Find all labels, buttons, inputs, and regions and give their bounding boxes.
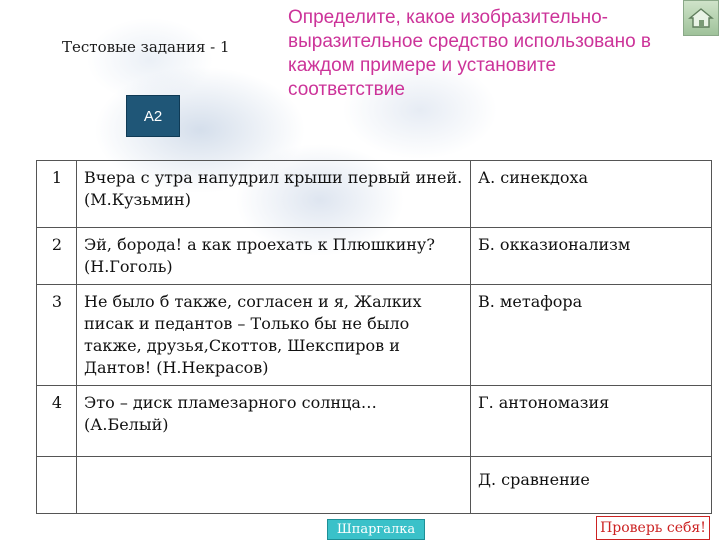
row-number [37, 457, 77, 514]
answer-cell: Б. окказионализм [471, 228, 712, 285]
example-cell: Не было б также, согласен и я, Жалких писак и педантов – Только бы не было также, друзья,Скоттов, Шекспиров и Дантов! (Н.Некрасов) [77, 285, 471, 386]
row-number: 2 [37, 228, 77, 285]
table-row [37, 285, 712, 386]
answer-cell: В. метафора [471, 285, 712, 386]
cheatsheet-button[interactable]: Шпаргалка [327, 519, 425, 540]
home-button[interactable] [683, 0, 719, 36]
row-number: 3 [37, 285, 77, 386]
example-cell: Эй, борода! а как проехать к Плюшкину? (Н.Гоголь) [77, 228, 471, 285]
example-cell: Вчера с утра напудрил крыши первый иней. (М.Кузьмин) [77, 161, 471, 228]
table-row [37, 228, 712, 285]
home-icon [688, 7, 714, 29]
table-row [37, 161, 712, 228]
example-cell: Это – диск пламезарного солнца… (А.Белый) [77, 386, 471, 457]
test-title: Тестовые задания - 1 [62, 38, 230, 56]
answer-cell: Д. сравнение [471, 457, 712, 514]
matching-table [36, 160, 712, 514]
row-number: 1 [37, 161, 77, 228]
answer-cell: Г. антономазия [471, 386, 712, 457]
instruction-text: Определите, какое изобразительно-выразительное средство использовано в каждом примере и установите соответствие [288, 7, 652, 100]
table-row [37, 457, 712, 514]
example-cell [77, 457, 471, 514]
answer-cell: А. синекдоха [471, 161, 712, 228]
question-badge: А2 [126, 95, 180, 137]
check-yourself-button[interactable]: Проверь себя! [596, 516, 710, 540]
table-row [37, 386, 712, 457]
row-number: 4 [37, 386, 77, 457]
